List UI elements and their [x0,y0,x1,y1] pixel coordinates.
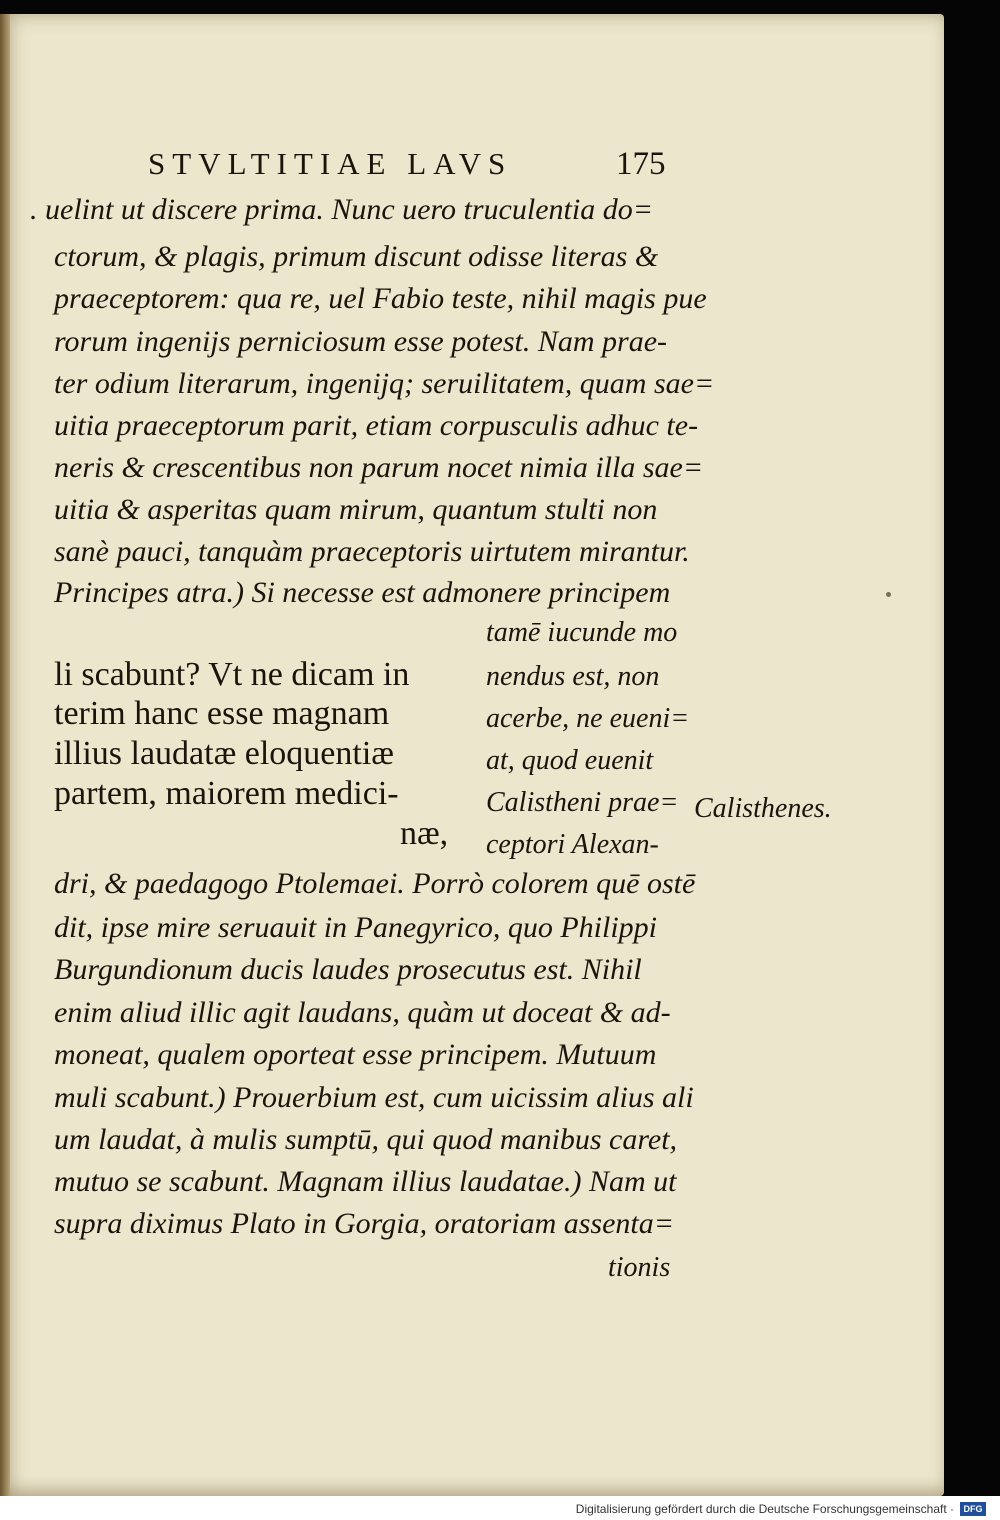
main-text-line: næ, [400,815,449,852]
paper-speck [886,592,891,597]
body-line: ter odium literarum, ingenijq; seruilitatem, quam sae= [54,367,715,400]
body-line: uitia praeceptorum parit, etiam corpusculis adhuc te- [54,409,699,442]
body-line: dit, ipse mire seruauit in Panegyrico, quo Philippi [54,911,657,944]
main-text-line: terim hanc esse magnam [54,695,390,732]
side-column-line: at, quod euenit [486,745,654,776]
footer-bar [0,1496,1000,1520]
side-column-line: acerbe, ne eueni= [486,703,690,734]
catchword: tionis [608,1252,671,1283]
side-column-line: tamē iucunde mo [486,617,678,648]
body-line: mutuo se scabunt. Magnam illius laudatae.) Nam ut [54,1165,677,1198]
main-text-line: partem, maiorem medici- [54,775,399,812]
body-line: . uelint ut discere prima. Nunc uero truculentia do= [30,193,653,226]
side-column-line: nendus est, non [486,661,660,692]
body-line: rorum ingenijs perniciosum esse potest. Nam prae- [54,325,668,358]
running-title: STVLTITIAE LAVS [148,146,513,181]
funding-notice: Digitalisierung gefördert durch die Deutsche Forschungsgemeinschaft · [575,1502,954,1516]
dfg-logo: DFG [960,1502,986,1516]
body-line: sanè pauci, tanquàm praeceptoris uirtutem mirantur. [54,535,690,568]
body-line: Principes atra.) Si necesse est admonere principem [54,576,671,609]
side-column-line: Calistheni prae= [486,787,679,818]
main-text-line: illius laudatæ eloquentiæ [54,735,394,772]
body-line: um laudat, à mulis sumptū, qui quod manibus caret, [54,1123,678,1156]
body-line: moneat, qualem oporteat esse principem. Mutuum [54,1038,657,1071]
body-line: Burgundionum ducis laudes prosecutus est. Nihil [54,953,642,986]
margin-note: Calisthenes. [694,793,832,824]
body-line: muli scabunt.) Prouerbium est, cum uicissim alius ali [54,1081,694,1114]
side-column-line: ceptori Alexan- [486,829,659,860]
main-text-line: li scabunt? Vt ne dicam in [54,656,410,693]
page-number: 175 [616,146,666,182]
body-line: enim aliud illic agit laudans, quàm ut doceat & ad- [54,996,671,1029]
body-line: supra diximus Plato in Gorgia, oratoriam assenta= [54,1207,674,1240]
body-line: uitia & asperitas quam mirum, quantum stulti non [54,493,658,526]
page-gutter-edge [0,14,10,1496]
body-line: neris & crescentibus non parum nocet nimia illa sae= [54,451,704,484]
body-line: dri, & paedagogo Ptolemaei. Porrò colorem quē ostē [54,867,696,900]
body-line: ctorum, & plagis, primum discunt odisse literas & [54,240,659,273]
body-line: praeceptorem: qua re, uel Fabio teste, nihil magis pue [54,282,707,315]
